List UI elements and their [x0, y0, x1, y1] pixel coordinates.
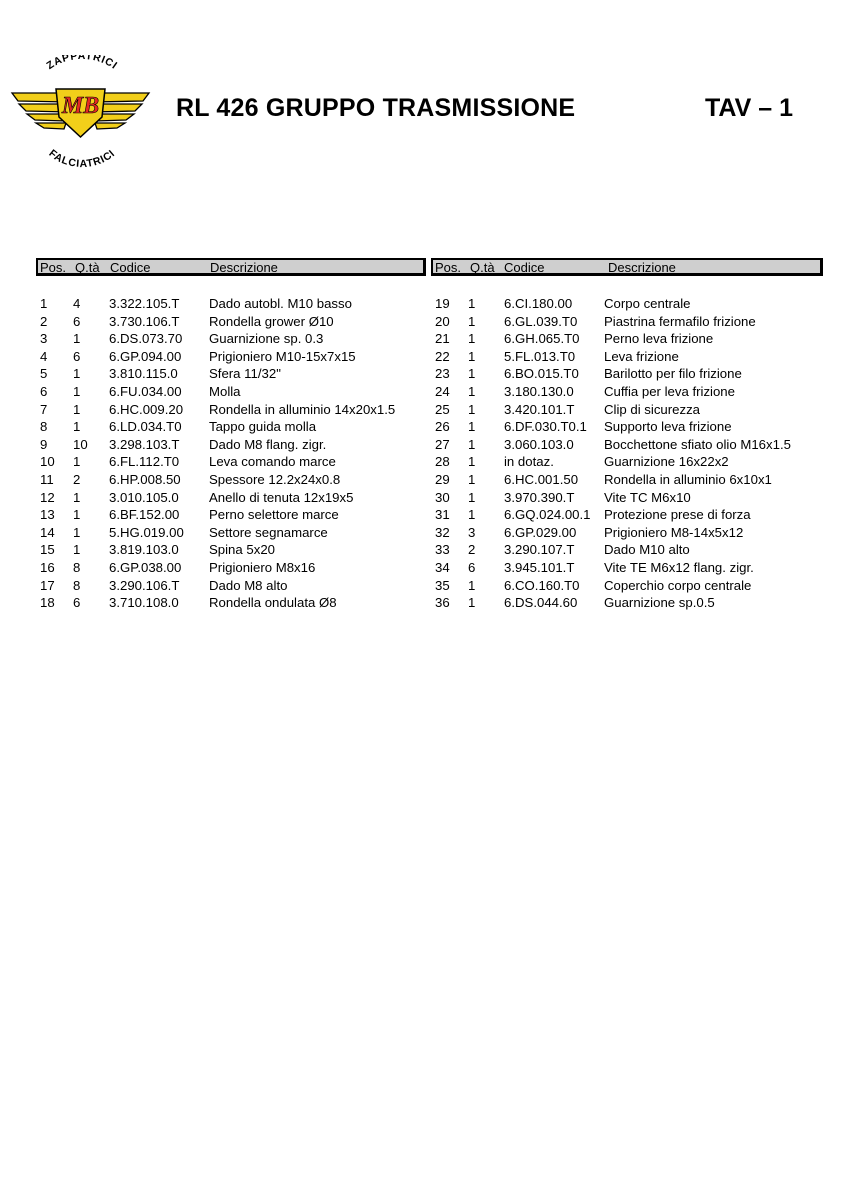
qty-cell: 1: [468, 507, 476, 523]
code-cell: 6.HC.001.50: [504, 471, 579, 487]
pos-cell: 25: [435, 401, 450, 417]
desc-cell: Protezione prese di forza: [604, 507, 751, 523]
table-row: [435, 594, 835, 612]
code-cell: 6.LD.034.T0: [109, 419, 182, 435]
pos-cell: 2: [40, 313, 48, 329]
col-qty-header: Q.tà: [75, 260, 100, 275]
desc-cell: Rondella grower Ø10: [209, 313, 334, 329]
desc-cell: Corpo centrale: [604, 296, 691, 311]
table-row: [40, 453, 426, 471]
table-row: [435, 559, 835, 577]
code-cell: 3.420.101.T: [504, 401, 575, 417]
code-cell: 6.GP.038.00: [109, 559, 182, 575]
right-parts-table: [435, 295, 835, 612]
col-pos-header: Pos.: [435, 260, 462, 275]
desc-cell: Cuffia per leva frizione: [604, 383, 735, 399]
table-row: [40, 330, 426, 348]
desc-cell: Prigioniero M8-14x5x12: [604, 524, 744, 540]
table-row: [40, 524, 426, 542]
code-cell: 6.DF.030.T0.1: [504, 419, 587, 435]
qty-cell: 1: [73, 331, 81, 347]
logo-brand-text: MB: [61, 93, 100, 119]
qty-cell: 1: [468, 383, 476, 399]
code-cell: 3.180.130.0: [504, 383, 574, 399]
qty-cell: 2: [73, 471, 81, 487]
pos-cell: 31: [435, 507, 450, 523]
qty-cell: 1: [468, 401, 476, 417]
code-cell: 3.945.101.T: [504, 559, 575, 575]
code-cell: 3.970.390.T: [504, 489, 575, 505]
desc-cell: Rondella in alluminio 14x20x1.5: [209, 401, 396, 417]
qty-cell: 6: [73, 595, 81, 611]
code-cell: 3.290.106.T: [109, 577, 180, 593]
pos-cell: 28: [435, 454, 450, 470]
desc-cell: Tappo guida molla: [209, 419, 317, 435]
table-row: [435, 489, 835, 507]
left-table-header: [36, 258, 426, 276]
desc-cell: Clip di sicurezza: [604, 401, 701, 417]
right-table-header: [431, 258, 823, 276]
qty-cell: 1: [73, 366, 81, 382]
desc-cell: Prigioniero M10-15x7x15: [209, 348, 356, 364]
desc-cell: Barilotto per filo frizione: [604, 366, 742, 382]
table-row: [40, 365, 426, 383]
pos-cell: 19: [435, 296, 450, 311]
table-row: [40, 506, 426, 524]
pos-cell: 36: [435, 595, 450, 611]
code-cell: in dotaz.: [504, 454, 554, 470]
col-code-header: Codice: [504, 260, 545, 275]
pos-cell: 17: [40, 577, 55, 593]
qty-cell: 1: [468, 348, 476, 364]
pos-cell: 29: [435, 471, 450, 487]
code-cell: 3.730.106.T: [109, 313, 180, 329]
code-cell: 6.CI.180.00: [504, 296, 573, 311]
pos-cell: 35: [435, 577, 450, 593]
qty-cell: 1: [73, 454, 81, 470]
table-row: [435, 506, 835, 524]
table-row: [40, 313, 426, 331]
pos-cell: 3: [40, 331, 48, 347]
code-cell: 3.710.108.0: [109, 595, 179, 611]
table-row: [40, 401, 426, 419]
desc-cell: Molla: [209, 383, 241, 399]
qty-cell: 6: [468, 559, 476, 575]
qty-cell: 1: [73, 507, 81, 523]
table-row: [40, 489, 426, 507]
code-cell: 3.290.107.T: [504, 542, 575, 558]
desc-cell: Dado M8 flang. zigr.: [209, 436, 327, 452]
qty-cell: 1: [468, 577, 476, 593]
code-cell: 6.BF.152.00: [109, 507, 180, 523]
code-cell: 3.819.103.0: [109, 542, 179, 558]
desc-cell: Bocchettone sfiato olio M16x1.5: [604, 436, 791, 452]
pos-cell: 15: [40, 542, 55, 558]
table-row: [40, 418, 426, 436]
pos-cell: 26: [435, 419, 450, 435]
desc-cell: Vite TC M6x10: [604, 489, 691, 505]
desc-cell: Guarnizione sp.0.5: [604, 595, 715, 611]
desc-cell: Anello di tenuta 12x19x5: [209, 489, 354, 505]
desc-cell: Leva frizione: [604, 348, 679, 364]
table-row: [435, 577, 835, 595]
qty-cell: 1: [73, 542, 81, 558]
col-desc-header: Descrizione: [210, 260, 278, 275]
pos-cell: 6: [40, 383, 48, 399]
table-row: [40, 295, 426, 313]
pos-cell: 20: [435, 313, 450, 329]
qty-cell: 1: [73, 383, 81, 399]
qty-cell: 1: [73, 489, 81, 505]
table-row: [435, 383, 835, 401]
table-row: [435, 541, 835, 559]
col-qty-header: Q.tà: [470, 260, 495, 275]
pos-cell: 14: [40, 524, 55, 540]
table-row: [435, 295, 835, 313]
code-cell: 6.GP.094.00: [109, 348, 182, 364]
table-row: [40, 577, 426, 595]
pos-cell: 16: [40, 559, 55, 575]
code-cell: 3.060.103.0: [504, 436, 574, 452]
code-cell: 6.GQ.024.00.1: [504, 507, 591, 523]
pos-cell: 12: [40, 489, 55, 505]
pos-cell: 5: [40, 366, 48, 382]
pos-cell: 13: [40, 507, 55, 523]
pos-cell: 30: [435, 489, 450, 505]
pos-cell: 7: [40, 401, 48, 417]
pos-cell: 27: [435, 436, 450, 452]
col-pos-header: Pos.: [40, 260, 67, 275]
qty-cell: 2: [468, 542, 476, 558]
pos-cell: 24: [435, 383, 450, 399]
code-cell: 5.HG.019.00: [109, 524, 184, 540]
table-row: [40, 383, 426, 401]
table-row: [435, 401, 835, 419]
table-row: [40, 559, 426, 577]
qty-cell: 8: [73, 577, 81, 593]
desc-cell: Guarnizione sp. 0.3: [209, 331, 324, 347]
code-cell: 6.GP.029.00: [504, 524, 577, 540]
col-code-header: Codice: [110, 260, 151, 275]
code-cell: 3.322.105.T: [109, 296, 180, 311]
page-title: RL 426 GRUPPO TRASMISSIONE: [176, 94, 576, 122]
desc-cell: Spina 5x20: [209, 542, 275, 558]
col-desc-header: Descrizione: [608, 260, 676, 275]
table-row: [435, 365, 835, 383]
qty-cell: 8: [73, 559, 81, 575]
table-row: [40, 436, 426, 454]
brand-logo: [8, 55, 153, 175]
code-cell: 6.DS.044.60: [504, 595, 578, 611]
qty-cell: 1: [73, 419, 81, 435]
qty-cell: 1: [468, 366, 476, 382]
pos-cell: 34: [435, 559, 450, 575]
pos-cell: 4: [40, 348, 48, 364]
qty-cell: 4: [73, 296, 81, 311]
pos-cell: 32: [435, 524, 450, 540]
desc-cell: Supporto leva frizione: [604, 419, 732, 435]
code-cell: 6.HP.008.50: [109, 471, 181, 487]
code-cell: 6.FL.112.T0: [109, 454, 180, 470]
desc-cell: Leva comando marce: [209, 454, 336, 470]
code-cell: 6.HC.009.20: [109, 401, 184, 417]
qty-cell: 6: [73, 313, 81, 329]
qty-cell: 3: [468, 524, 476, 540]
pos-cell: 1: [40, 296, 48, 311]
desc-cell: Perno leva frizione: [604, 331, 714, 347]
code-cell: 5.FL.013.T0: [504, 348, 576, 364]
table-row: [435, 471, 835, 489]
desc-cell: Settore segnamarce: [209, 524, 328, 540]
desc-cell: Dado M8 alto: [209, 577, 288, 593]
desc-cell: Prigioniero M8x16: [209, 559, 316, 575]
desc-cell: Guarnizione 16x22x2: [604, 454, 729, 470]
code-cell: 6.CO.160.T0: [504, 577, 580, 593]
pos-cell: 10: [40, 454, 55, 470]
desc-cell: Perno selettore marce: [209, 507, 339, 523]
pos-cell: 9: [40, 436, 48, 452]
desc-cell: Coperchio corpo centrale: [604, 577, 752, 593]
logo-top-text: ZAPPATRICI: [44, 55, 120, 73]
pos-cell: 21: [435, 331, 450, 347]
table-row: [435, 524, 835, 542]
desc-cell: Dado autobl. M10 basso: [209, 296, 352, 311]
logo-bottom-text: FALCIATRICI: [46, 147, 118, 171]
code-cell: 6.BO.015.T0: [504, 366, 579, 382]
pos-cell: 23: [435, 366, 450, 382]
desc-cell: Rondella ondulata Ø8: [209, 595, 337, 611]
pos-cell: 11: [40, 471, 54, 487]
desc-cell: Spessore 12.2x24x0.8: [209, 471, 341, 487]
desc-cell: Sfera 11/32": [209, 366, 281, 382]
qty-cell: 1: [468, 419, 476, 435]
qty-cell: 1: [73, 401, 81, 417]
table-row: [435, 313, 835, 331]
table-number: TAV – 1: [705, 94, 793, 122]
qty-cell: 1: [73, 524, 81, 540]
code-cell: 3.010.105.0: [109, 489, 179, 505]
code-cell: 6.GL.039.T0: [504, 313, 578, 329]
code-cell: 6.DS.073.70: [109, 331, 183, 347]
qty-cell: 6: [73, 348, 81, 364]
desc-cell: Piastrina fermafilo frizione: [604, 313, 756, 329]
winged-mb-logo: [8, 55, 153, 175]
table-row: [435, 436, 835, 454]
table-row: [435, 453, 835, 471]
table-row: [40, 348, 426, 366]
qty-cell: 1: [468, 471, 476, 487]
qty-cell: 1: [468, 331, 476, 347]
table-row: [435, 330, 835, 348]
table-row: [435, 348, 835, 366]
desc-cell: Rondella in alluminio 6x10x1: [604, 471, 772, 487]
code-cell: 3.298.103.T: [109, 436, 180, 452]
desc-cell: Dado M10 alto: [604, 542, 690, 558]
qty-cell: 1: [468, 296, 476, 311]
qty-cell: 1: [468, 436, 476, 452]
left-parts-table: [40, 295, 426, 612]
code-cell: 6.FU.034.00: [109, 383, 182, 399]
qty-cell: 1: [468, 454, 476, 470]
qty-cell: 1: [468, 489, 476, 505]
table-row: [40, 594, 426, 612]
pos-cell: 22: [435, 348, 450, 364]
qty-cell: 1: [468, 595, 476, 611]
pos-cell: 33: [435, 542, 450, 558]
table-row: [40, 541, 426, 559]
qty-cell: 10: [73, 436, 88, 452]
table-row: [40, 471, 426, 489]
pos-cell: 8: [40, 419, 48, 435]
qty-cell: 1: [468, 313, 476, 329]
code-cell: 3.810.115.0: [109, 366, 178, 382]
desc-cell: Vite TE M6x12 flang. zigr.: [604, 559, 754, 575]
table-row: [435, 418, 835, 436]
code-cell: 6.GH.065.T0: [504, 331, 580, 347]
pos-cell: 18: [40, 595, 55, 611]
